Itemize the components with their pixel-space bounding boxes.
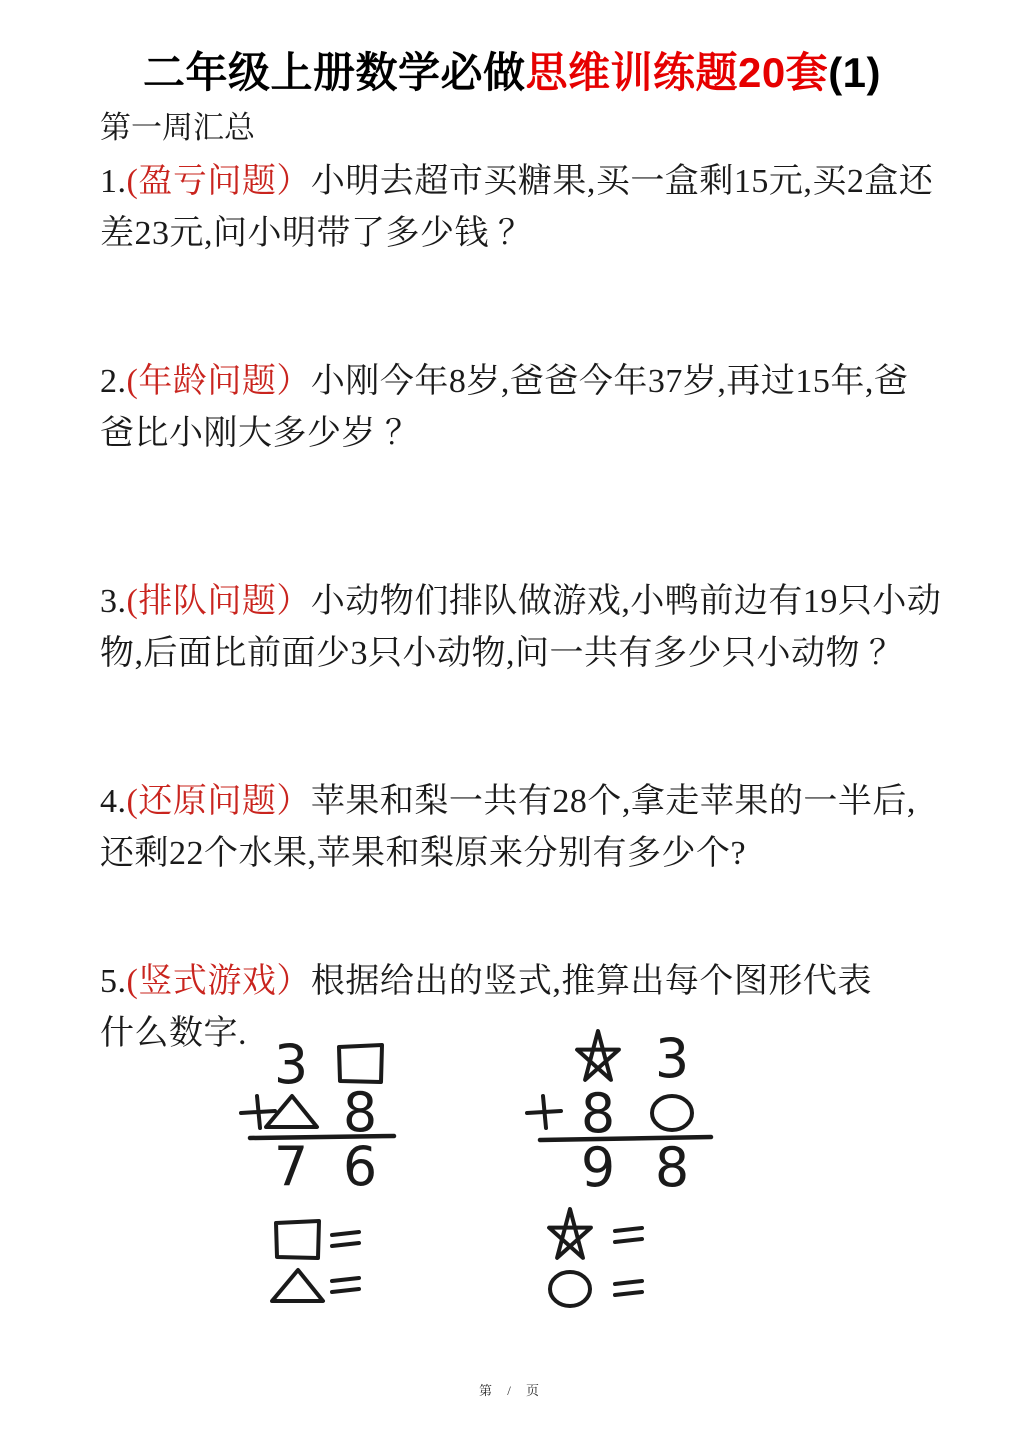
question-3-tag: (排队问题） [126,583,311,620]
digit-8: 8 [580,1082,616,1145]
circle-icon [652,1096,692,1130]
equals-icon [615,1281,642,1284]
question-3-number: 3. [100,583,127,620]
equals-icon [615,1239,642,1242]
equation-2 [527,1027,711,1306]
triangle-icon [272,1270,323,1301]
question-2 [100,356,936,460]
question-4-line2: 还剩22个水果,苹果和梨原来分别有多少个? [100,835,747,872]
question-1-line2: 差23元,问小明带了多少钱 ？ [100,215,533,252]
question-3-line2: 物,后面比前面少3只小动物,问一共有多少只小动物 ？ [100,635,904,672]
question-1-tag: (盈亏问题） [126,163,311,200]
question-4-number: 4. [100,783,127,820]
question-1-number: 1. [100,163,127,200]
question-4 [100,776,936,880]
digit-7: 7 [273,1135,309,1198]
question-3 [100,576,942,680]
question-5-line1 [100,956,936,1008]
question-1-line1 [100,156,936,208]
title-red-text: 思维训练题20套 [525,49,829,96]
plus-icon [543,1096,546,1128]
circle-icon [550,1272,590,1306]
digit-3: 3 [654,1027,690,1090]
question-2-line1 [100,356,936,408]
vertical-addition-figure [0,1020,1024,1350]
page-title [0,40,1024,100]
question-4-text: 苹果和梨一共有28个,拿走苹果的一半后, [310,783,916,820]
equals-icon [615,1228,642,1231]
digit-9: 9 [580,1136,616,1199]
question-2-text: 小刚今年8岁,爸爸今年37岁,再过15年,爸 [310,363,909,400]
digit-3: 3 [273,1033,309,1096]
question-2-line2: 爸比小刚大多少岁 ？ [100,415,420,452]
page-footer: 第 / 页 [478,1383,546,1398]
square-icon [276,1221,319,1258]
question-4-line1 [100,776,936,828]
question-5-line2: 什么数字. [100,1015,247,1052]
sum-rule-line [250,1136,394,1138]
title-suffix: (1) [828,49,882,96]
title-black-prefix: 二年级上册数学必做 [142,49,526,96]
star-icon [549,1209,591,1258]
question-5-tag: (竖式游戏） [126,963,311,1000]
question-5-text: 根据给出的竖式,推算出每个图形代表 [310,963,872,1000]
equals-icon [332,1232,359,1235]
question-1-text: 小明去超市买糖果,买一盒剩15元,买2盒还 [310,163,934,200]
sum-rule-line [540,1137,711,1140]
equation-1 [241,1033,394,1301]
question-3-text: 小动物们排队做游戏,小鸭前边有19只小动 [310,583,942,620]
question-3-line1 [100,576,942,628]
digit-8: 8 [342,1081,378,1144]
question-2-tag: (年龄问题） [126,363,311,400]
star-icon [577,1031,619,1080]
week-summary-label: 第一周汇总 [100,110,255,145]
equals-icon [332,1278,359,1281]
equals-icon [332,1243,359,1246]
question-2-number: 2. [100,363,127,400]
equals-icon [615,1292,642,1295]
question-4-tag: (还原问题） [126,783,311,820]
question-5-number: 5. [100,963,127,1000]
digit-8: 8 [654,1136,690,1199]
square-icon [339,1045,382,1082]
plus-icon [257,1096,260,1128]
equals-icon [332,1289,359,1292]
question-1 [100,156,936,260]
digit-6: 6 [342,1135,378,1198]
